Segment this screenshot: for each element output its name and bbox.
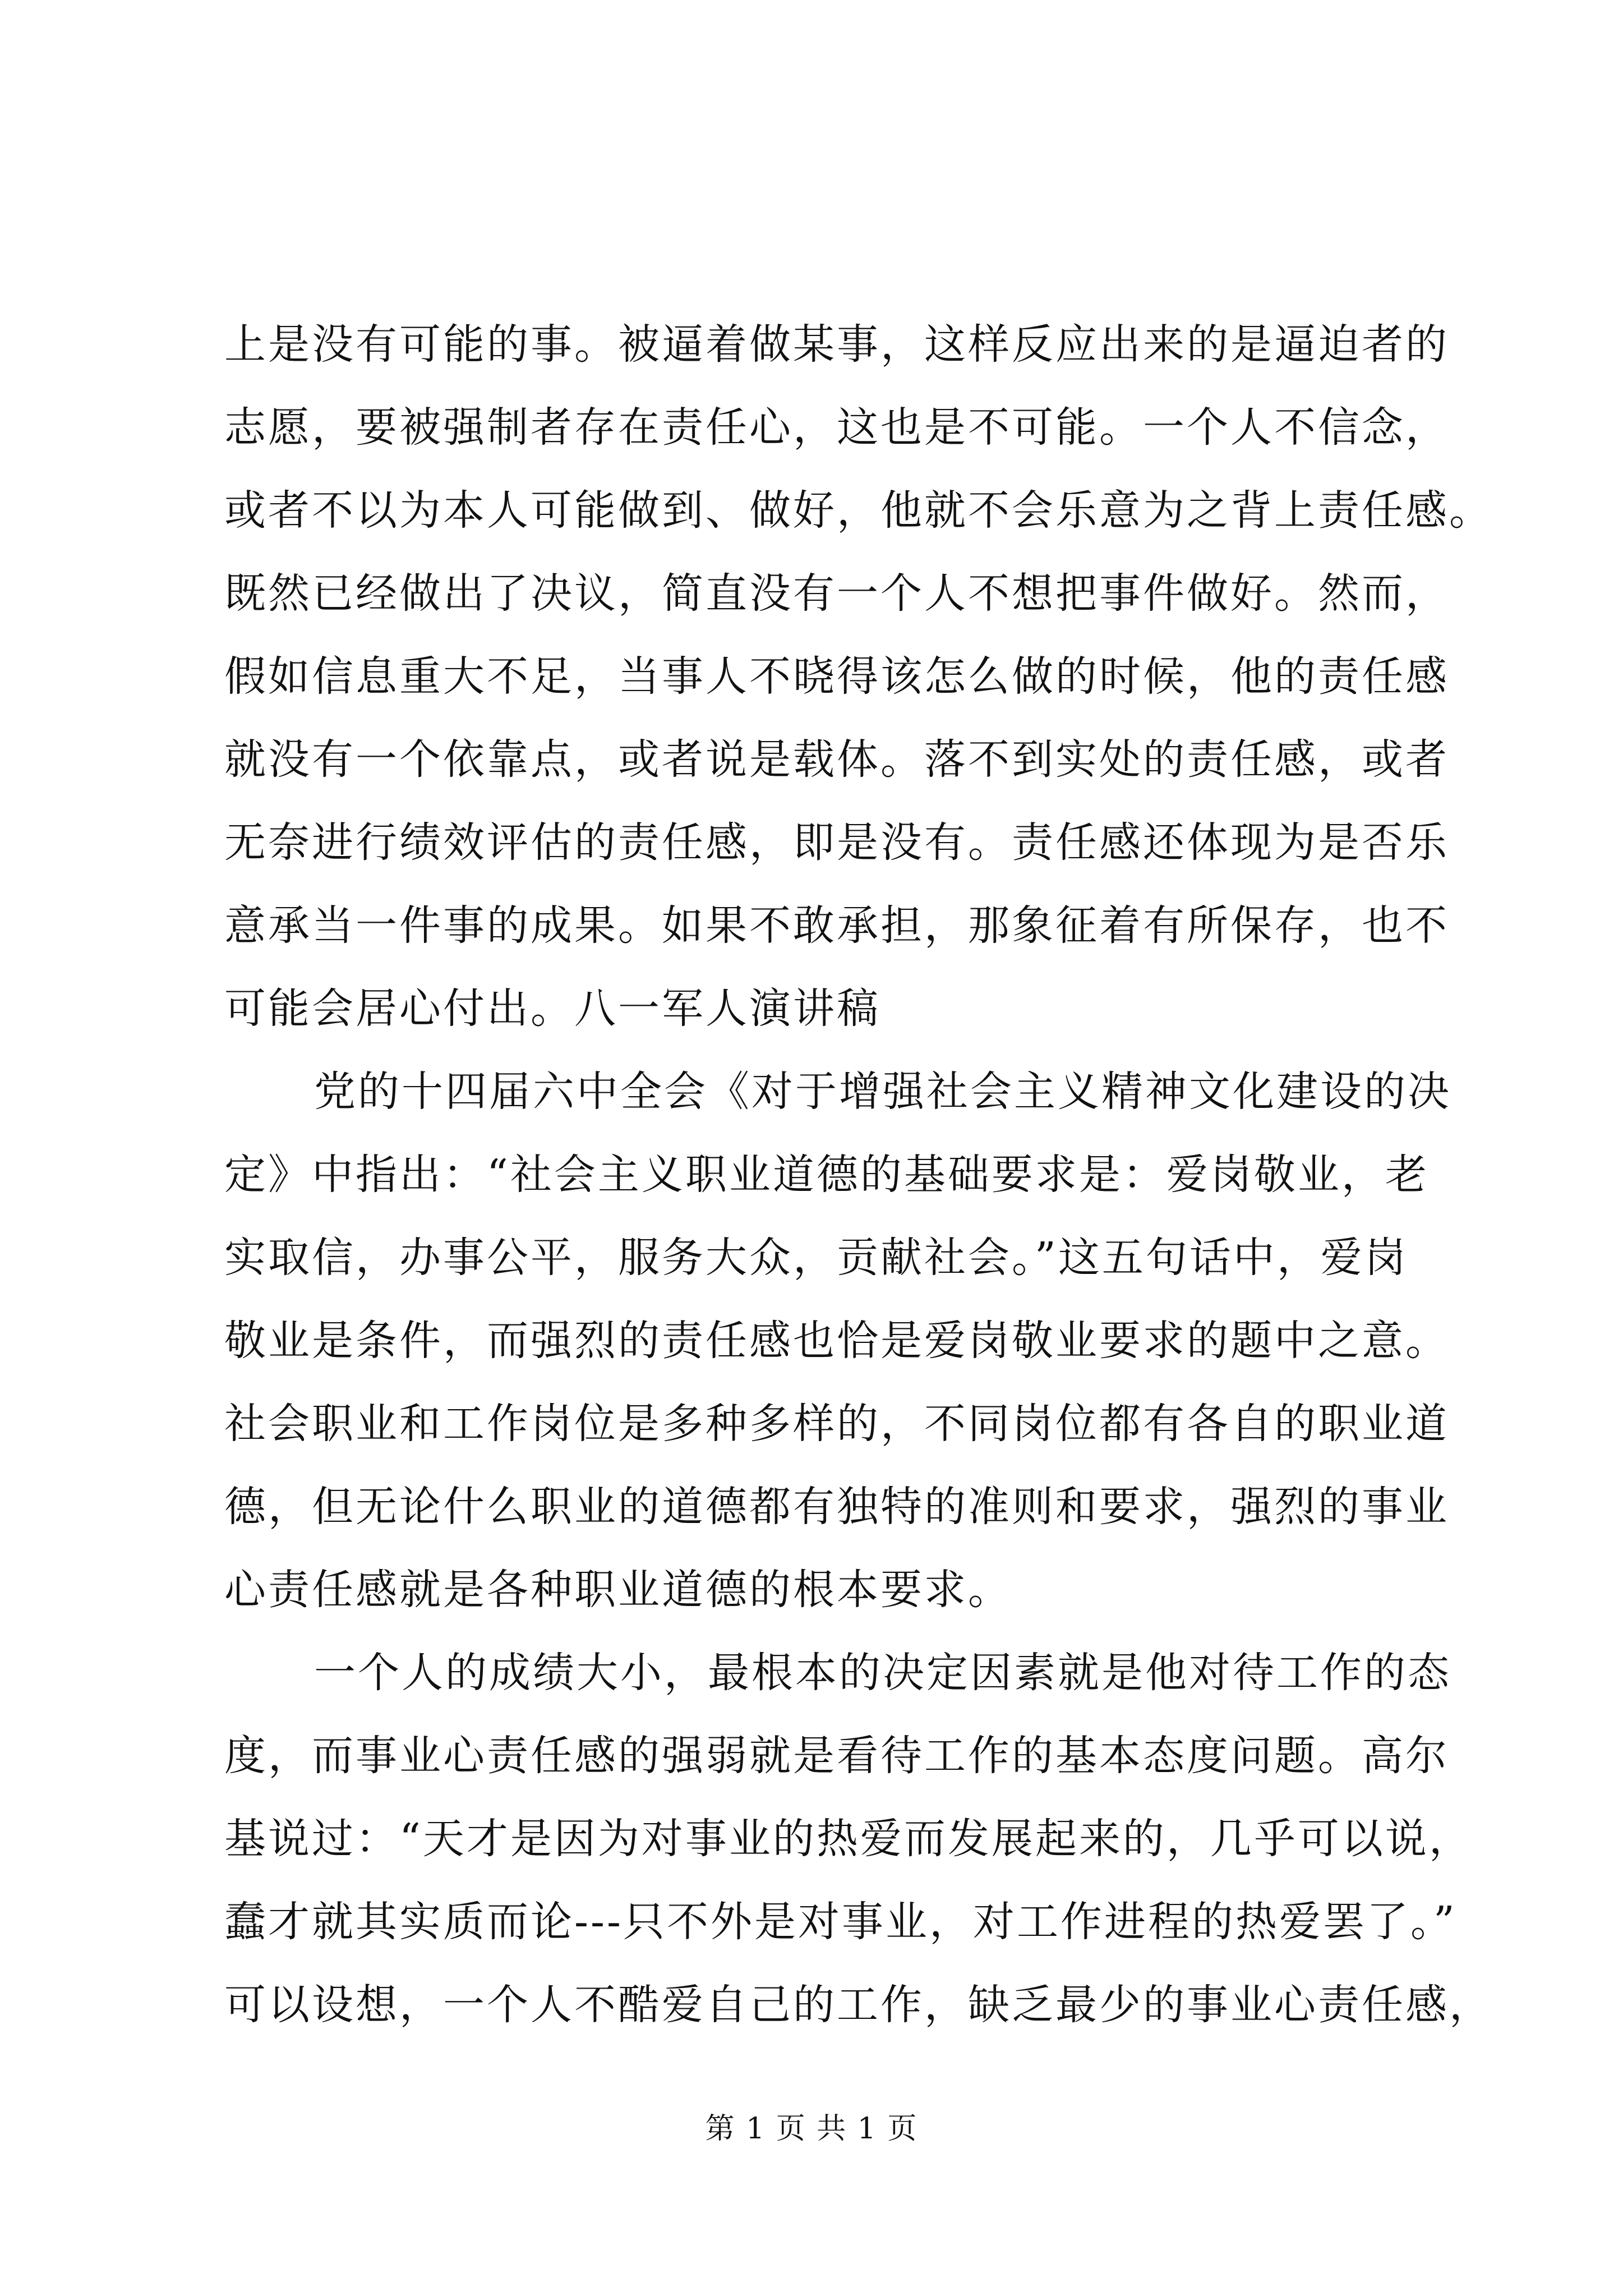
text-line: 基说过：“天才是因为对事业的热爱而发展起来的，几乎可以说， <box>224 1815 1473 1863</box>
text-line: 可以设想，一个人不酷爱自己的工作，缺乏最少的事业心责任感， <box>224 1981 1493 2029</box>
text-line: 社会职业和工作岗位是多种多样的，不同岗位都有各自的职业道 <box>224 1400 1449 1448</box>
text-line: 党的十四届六中全会《对于增强社会主义精神文化建设的决 <box>314 1068 1451 1116</box>
page-number-label: 第 1 页 共 1 页 <box>705 2112 918 2146</box>
text-line: 意承当一件事的成果。如果不敢承担，那象征着有所保存，也不 <box>224 901 1449 950</box>
paragraph-2 <box>224 1050 1451 1631</box>
text-line: 就没有一个依靠点，或者说是载体。落不到实处的责任感，或者 <box>224 735 1449 784</box>
text-line: 或者不以为本人可能做到、做好，他就不会乐意为之背上责任感。 <box>224 486 1493 535</box>
text-line: 可能会居心付出。八一军人演讲稿 <box>224 984 880 1033</box>
text-line: 无奈进行绩效评估的责任感，即是没有。责任感还体现为是否乐 <box>224 818 1449 867</box>
paragraph-1 <box>224 303 1493 1050</box>
text-line: 敬业是条件，而强烈的责任感也恰是爱岗敬业要求的题中之意。 <box>224 1317 1449 1365</box>
text-line: 蠢才就其实质而论---只不外是对事业，对工作进程的热爱罢了。” <box>224 1898 1457 1946</box>
text-line: 志愿，要被强制者存在责任心，这也是不可能。一个人不信念， <box>224 403 1449 452</box>
text-line: 心责任感就是各种职业道德的根本要求。 <box>224 1566 1012 1614</box>
text-line: 德，但无论什么职业的道德都有独特的准则和要求，强烈的事业 <box>224 1483 1449 1531</box>
text-line: 度，而事业心责任感的强弱就是看待工作的基本态度问题。高尔 <box>224 1732 1449 1780</box>
page-footer <box>0 2109 1623 2148</box>
text-line: 一个人的成绩大小，最根本的决定因素就是他对待工作的态 <box>314 1649 1451 1697</box>
paragraph-3 <box>224 1631 1493 2046</box>
text-line: 既然已经做出了决议，简直没有一个人不想把事件做好。然而， <box>224 569 1449 618</box>
text-line: 实取信，办事公平，服务大众，贡献社会。”这五句话中，爱岗 <box>224 1234 1408 1282</box>
text-line: 假如信息重大不足，当事人不晓得该怎么做的时候，他的责任感 <box>224 652 1449 701</box>
text-line: 上是没有可能的事。被逼着做某事，这样反应出来的是逼迫者的 <box>224 320 1449 369</box>
text-line: 定》中指出：“社会主义职业道德的基础要求是：爱岗敬业，老 <box>224 1151 1429 1199</box>
document-body <box>224 303 1493 2046</box>
